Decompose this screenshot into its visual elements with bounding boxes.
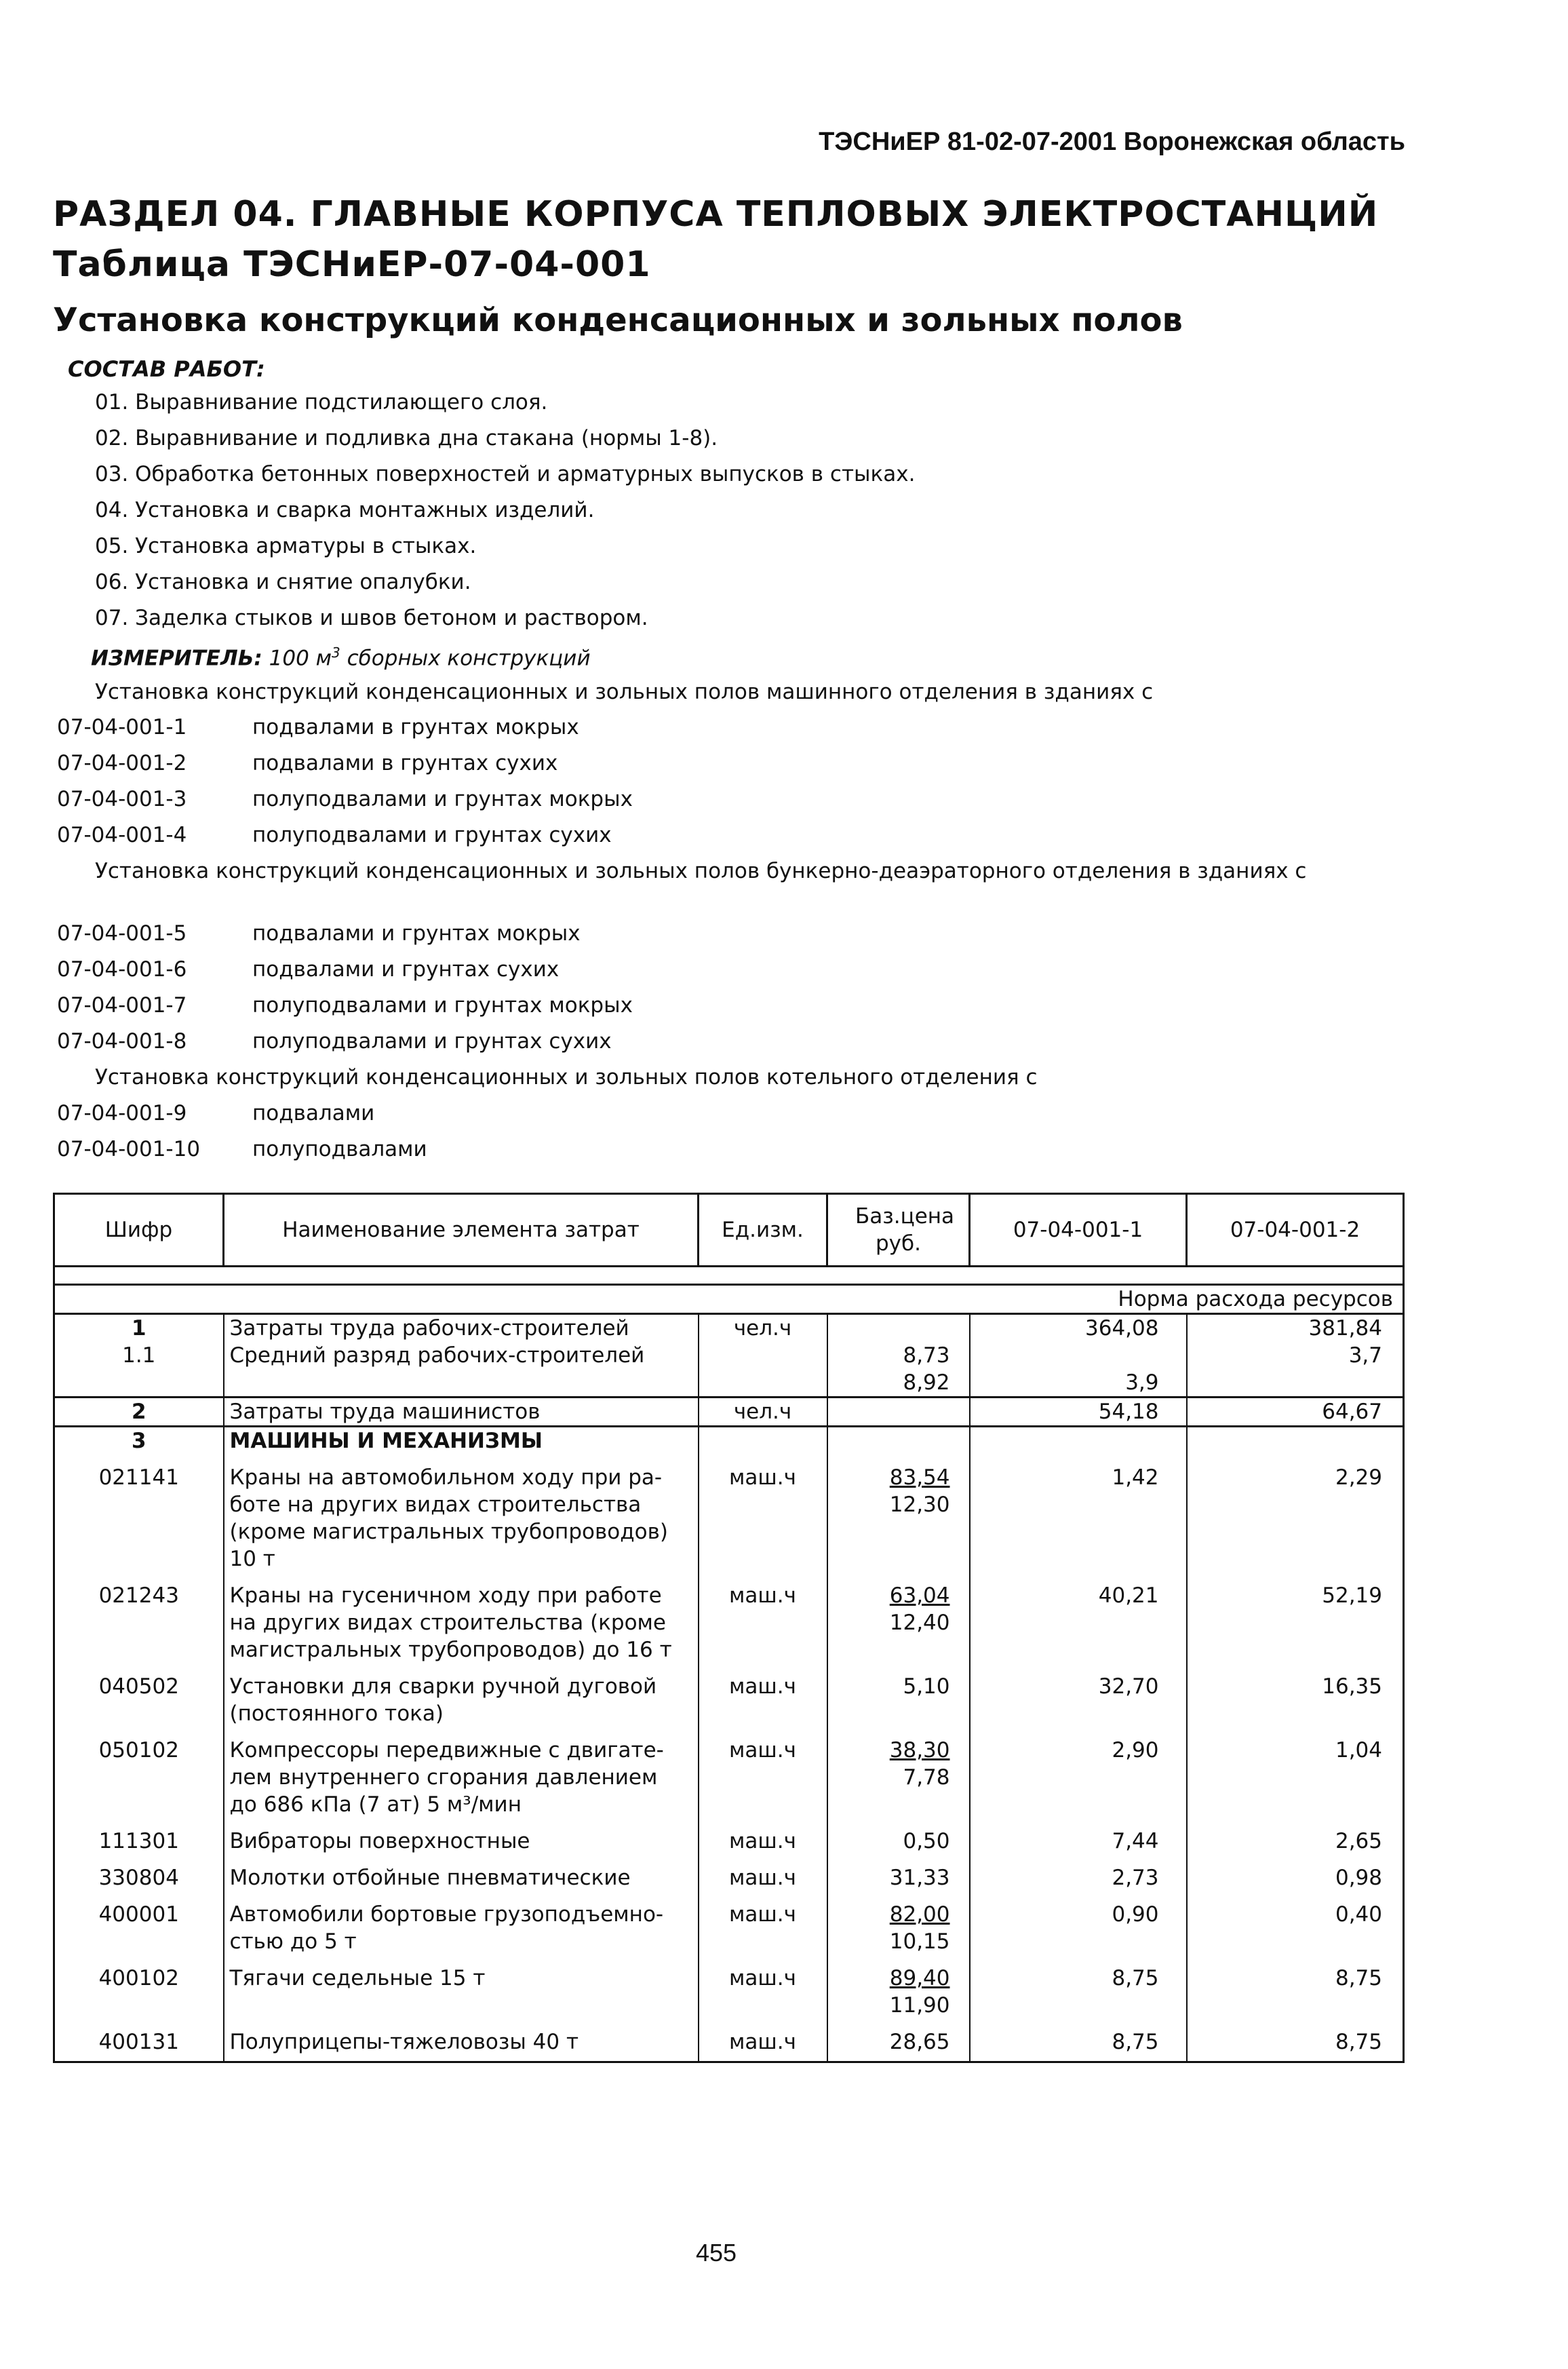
cell-name: Тягачи седельные 15 т [224, 1955, 699, 2019]
cell-norm-2: 2,29 [1187, 1455, 1404, 1573]
norm-group-heading: Установка конструкций конденсационных и зольных полов бункерно-деаэраторного отделения в зданиях с [95, 859, 1307, 883]
price-value: 82,00 [889, 1902, 950, 1927]
norm-description: подвалами в грунтах мокрых [252, 715, 579, 739]
table-row [54, 1955, 1404, 2019]
cell-norm-1 [970, 1427, 1187, 1455]
price-value: 8,92 [903, 1370, 950, 1395]
norm-code: 07-04-001-6 [57, 957, 187, 982]
meter-sup: 3 [332, 644, 340, 661]
cell-code: 111301 [54, 1818, 224, 1855]
cell-price [827, 1855, 970, 1891]
norm-code: 07-04-001-9 [57, 1101, 187, 1125]
cell-name: Молотки отбойные пневматические [224, 1855, 699, 1891]
cell-norm-2: 3,7 [1187, 1342, 1404, 1369]
table-row [54, 2019, 1404, 2062]
cell-norm-1: 3,9 [970, 1369, 1187, 1398]
cell-norm-1: 7,44 [970, 1818, 1187, 1855]
cell-norm-2: 2,65 [1187, 1818, 1404, 1855]
cell-price [827, 1891, 970, 1955]
cell-norm-2: 8,75 [1187, 1955, 1404, 2019]
cell-price [827, 2019, 970, 2062]
table-row [54, 1427, 1404, 1455]
table-header-row [54, 1194, 1404, 1267]
running-header: ТЭСНиЕР 81-02-07-2001 Воронежская область [819, 128, 1405, 156]
norm-code: 07-04-001-2 [57, 751, 187, 775]
price-value: 8,73 [903, 1343, 950, 1368]
cell-code: 021141 [54, 1455, 224, 1573]
cell-price [827, 1818, 970, 1855]
cell-unit: маш.ч [699, 1891, 827, 1955]
col-header-code: Шифр [54, 1194, 224, 1267]
price-value: 83,54 [889, 1465, 950, 1490]
norm-code: 07-04-001-4 [57, 823, 187, 847]
cell-price [827, 1455, 970, 1573]
cell-name: Затраты труда машинистов [224, 1398, 699, 1427]
norm-description: подвалами в грунтах сухих [252, 751, 558, 775]
work-item: 02. Выравнивание и подливка дна стакана (нормы 1-8). [95, 426, 718, 450]
cell-code: 330804 [54, 1855, 224, 1891]
cell-name: Компрессоры передвижные с двигате- лем внутреннего сгорания давлением до 686 кПа (7 ат) 5 м³/мин [224, 1727, 699, 1818]
table-row [54, 1818, 1404, 1855]
norm-label-row [54, 1285, 1404, 1314]
cell-unit: маш.ч [699, 1455, 827, 1573]
cell-norm-1: 40,21 [970, 1573, 1187, 1663]
price-value: 0,50 [903, 1829, 950, 1853]
cell-code [54, 1369, 224, 1398]
page-number: 455 [695, 2239, 737, 2267]
table-title: Таблица ТЭСНиЕР-07-04-001 [53, 244, 651, 285]
cell-unit: маш.ч [699, 1855, 827, 1891]
cell-norm-1: 0,90 [970, 1891, 1187, 1955]
col-header-unit: Ед.изм. [699, 1194, 827, 1267]
table-row [54, 1369, 1404, 1398]
price-value-secondary: 12,40 [889, 1611, 950, 1635]
cell-norm-2: 52,19 [1187, 1573, 1404, 1663]
price-value-secondary: 7,78 [903, 1765, 950, 1790]
cell-norm-2: 381,84 [1187, 1314, 1404, 1343]
cell-unit [699, 1369, 827, 1398]
meter-unit: сборных конструкций [347, 646, 591, 671]
norm-description: полуподвалами и грунтах сухих [252, 1029, 612, 1054]
cell-code: 3 [54, 1427, 224, 1455]
cell-norm-1: 2,90 [970, 1727, 1187, 1818]
norm-description: подвалами и грунтах сухих [252, 957, 560, 982]
cell-price [827, 1955, 970, 2019]
norm-code: 07-04-001-8 [57, 1029, 187, 1054]
cell-price [827, 1398, 970, 1427]
norm-code: 07-04-001-3 [57, 787, 187, 811]
table-row [54, 1342, 1404, 1369]
cell-norm-1: 54,18 [970, 1398, 1187, 1427]
cell-norm-1: 32,70 [970, 1663, 1187, 1727]
cell-price [827, 1314, 970, 1343]
cell-code: 1.1 [54, 1342, 224, 1369]
cell-unit: маш.ч [699, 1727, 827, 1818]
cell-price [827, 1427, 970, 1455]
norm-description: полуподвалами [252, 1137, 427, 1161]
price-value-secondary: 12,30 [889, 1492, 950, 1517]
cell-name: МАШИНЫ И МЕХАНИЗМЫ [224, 1427, 699, 1455]
cell-name: Средний разряд рабочих-строителей [224, 1342, 699, 1369]
cell-norm-2: 0,40 [1187, 1891, 1404, 1955]
norm-description: полуподвалами и грунтах мокрых [252, 787, 633, 811]
table-row [54, 1855, 1404, 1891]
cell-norm-1 [970, 1342, 1187, 1369]
cell-norm-1: 1,42 [970, 1455, 1187, 1573]
cell-code: 040502 [54, 1663, 224, 1727]
cell-code: 2 [54, 1398, 224, 1427]
cell-norm-2 [1187, 1427, 1404, 1455]
price-value: 28,65 [889, 2030, 950, 2054]
cell-unit [699, 1427, 827, 1455]
cell-price [827, 1573, 970, 1663]
cell-name: Полуприцепы-тяжеловозы 40 т [224, 2019, 699, 2062]
measurement-unit [91, 644, 591, 670]
cell-name: Краны на гусеничном ходу при работе на других видах строительства (кроме магистральных трубопроводов) до 16 т [224, 1573, 699, 1663]
cell-norm-1: 2,73 [970, 1855, 1187, 1891]
cell-unit: чел.ч [699, 1314, 827, 1343]
cell-code: 021243 [54, 1573, 224, 1663]
work-item: 05. Установка арматуры в стыках. [95, 534, 477, 558]
cell-unit: маш.ч [699, 1818, 827, 1855]
norm-description: подвалами [252, 1101, 375, 1125]
table-row [54, 1455, 1404, 1573]
table-row [54, 1398, 1404, 1427]
cell-code: 400102 [54, 1955, 224, 2019]
price-value: 5,10 [903, 1674, 950, 1699]
col-header-norm-1: 07-04-001-1 [970, 1194, 1187, 1267]
meter-value: 100 м [269, 646, 332, 671]
cell-code: 400001 [54, 1891, 224, 1955]
meter-label: ИЗМЕРИТЕЛЬ: [91, 646, 262, 671]
subtitle: Установка конструкций конденсационных и зольных полов [53, 301, 1183, 339]
cell-code: 050102 [54, 1727, 224, 1818]
norm-group-heading: Установка конструкций конденсационных и зольных полов машинного отделения в зданиях с [95, 680, 1154, 704]
cell-price [827, 1342, 970, 1369]
section-title: РАЗДЕЛ 04. ГЛАВНЫЕ КОРПУСА ТЕПЛОВЫХ ЭЛЕКТРОСТАНЦИЙ [53, 194, 1379, 235]
table-row [54, 1663, 1404, 1727]
norm-description: подвалами и грунтах мокрых [252, 921, 581, 946]
price-value-secondary: 11,90 [889, 1993, 950, 2018]
price-value: 38,30 [889, 1738, 950, 1763]
table-row [54, 1727, 1404, 1818]
cell-name: Краны на автомобильном ходу при ра- боте на других видах строительства (кроме магистральных трубопроводов) 10 т [224, 1455, 699, 1573]
cell-unit: маш.ч [699, 1573, 827, 1663]
cell-norm-2: 0,98 [1187, 1855, 1404, 1891]
cell-code: 1 [54, 1314, 224, 1343]
cell-name: Установки для сварки ручной дуговой (постоянного тока) [224, 1663, 699, 1727]
cell-price [827, 1369, 970, 1398]
col-header-name: Наименование элемента затрат [224, 1194, 699, 1267]
cell-norm-1: 8,75 [970, 1955, 1187, 2019]
cell-unit: маш.ч [699, 1955, 827, 2019]
work-item: 03. Обработка бетонных поверхностей и арматурных выпусков в стыках. [95, 462, 916, 486]
work-item: 07. Заделка стыков и швов бетоном и раствором. [95, 606, 648, 630]
cell-name: Автомобили бортовые грузоподъемно- стью до 5 т [224, 1891, 699, 1955]
cell-name: Затраты труда рабочих-строителей [224, 1314, 699, 1343]
cell-code: 400131 [54, 2019, 224, 2062]
cell-norm-2: 64,67 [1187, 1398, 1404, 1427]
cell-unit [699, 1342, 827, 1369]
price-value: 31,33 [889, 1866, 950, 1890]
cell-norm-2: 16,35 [1187, 1663, 1404, 1727]
works-label: СОСТАВ РАБОТ: [68, 356, 265, 382]
norm-code: 07-04-001-5 [57, 921, 187, 946]
col-header-price: Баз.цена руб. [827, 1194, 970, 1267]
resources-table [53, 1193, 1405, 2063]
norm-code: 07-04-001-7 [57, 993, 187, 1018]
cell-unit: маш.ч [699, 1663, 827, 1727]
norm-description: полуподвалами и грунтах сухих [252, 823, 612, 847]
price-value: 89,40 [889, 1966, 950, 1990]
cell-norm-2: 1,04 [1187, 1727, 1404, 1818]
table-row [54, 1891, 1404, 1955]
cell-norm-2: 8,75 [1187, 2019, 1404, 2062]
cell-unit: маш.ч [699, 2019, 827, 2062]
cell-norm-1: 364,08 [970, 1314, 1187, 1343]
cell-norm-1: 8,75 [970, 2019, 1187, 2062]
norm-label: Норма расхода ресурсов [54, 1285, 1404, 1314]
cell-name: Вибраторы поверхностные [224, 1818, 699, 1855]
work-item: 04. Установка и сварка монтажных изделий. [95, 498, 595, 522]
cell-norm-2 [1187, 1369, 1404, 1398]
work-item: 06. Установка и снятие опалубки. [95, 570, 471, 594]
cell-price [827, 1727, 970, 1818]
cell-price [827, 1663, 970, 1727]
norm-description: полуподвалами и грунтах мокрых [252, 993, 633, 1018]
table-spacer [54, 1267, 1404, 1285]
cell-unit: чел.ч [699, 1398, 827, 1427]
norm-code: 07-04-001-1 [57, 715, 187, 739]
col-header-norm-2: 07-04-001-2 [1187, 1194, 1404, 1267]
price-value-secondary: 10,15 [889, 1929, 950, 1954]
table-row [54, 1573, 1404, 1663]
price-value: 63,04 [889, 1583, 950, 1608]
cell-name [224, 1369, 699, 1398]
norm-group-heading: Установка конструкций конденсационных и зольных полов котельного отделения с [95, 1065, 1038, 1090]
work-item: 01. Выравнивание подстилающего слоя. [95, 390, 548, 415]
norm-code: 07-04-001-10 [57, 1137, 201, 1161]
table-row [54, 1314, 1404, 1343]
